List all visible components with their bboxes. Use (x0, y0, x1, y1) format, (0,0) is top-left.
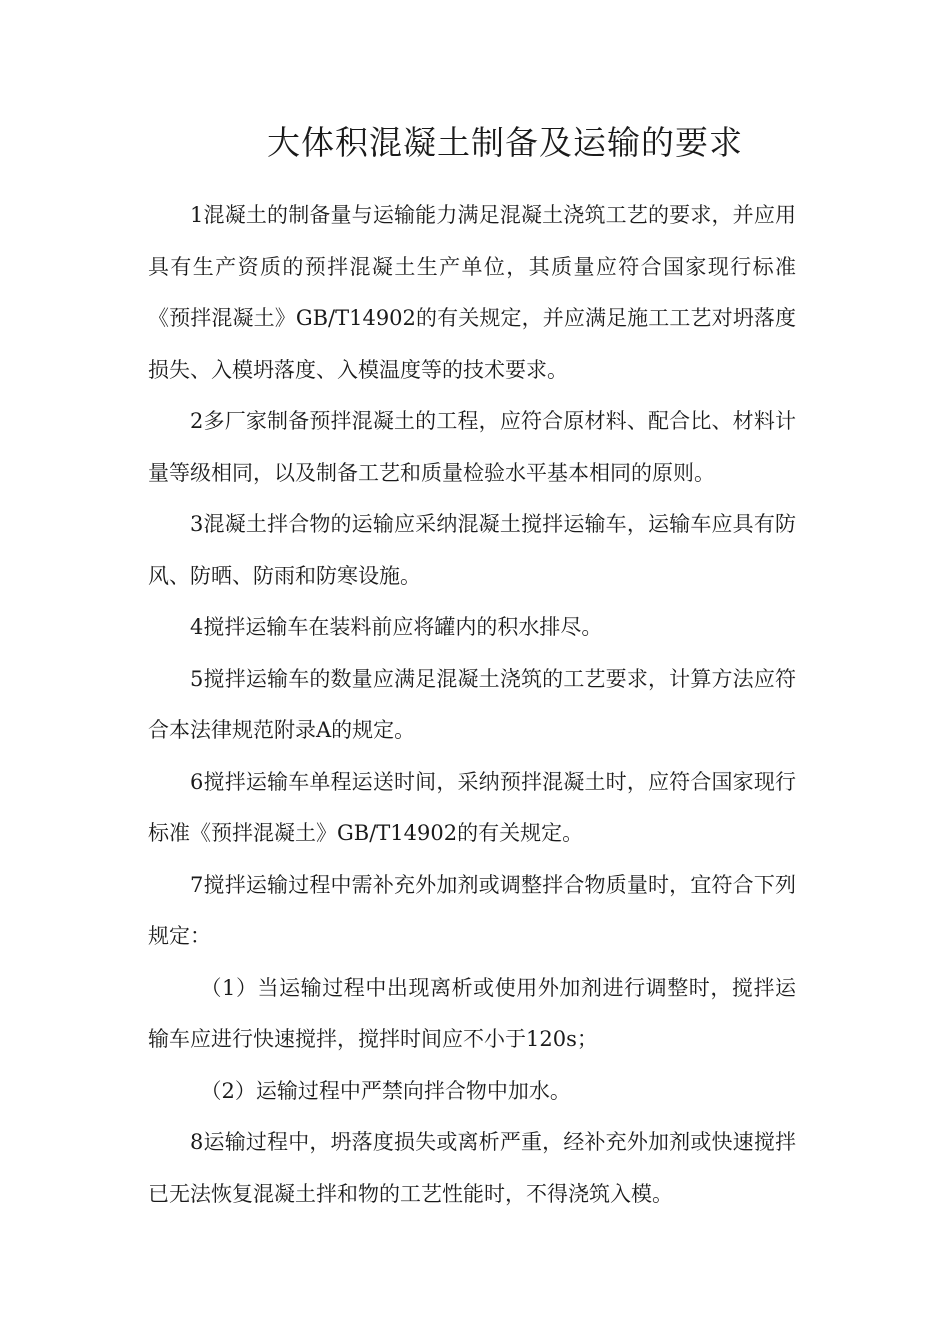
paragraph-5: 5搅拌运输车的数量应满足混凝土浇筑的工艺要求，计算方法应符合本法律规范附录A的规定。 (148, 666, 796, 742)
paragraph-7-item-2: （2）运输过程中严禁向拌合物中加水。 (200, 1078, 571, 1103)
paragraph-8: 8运输过程中，坍落度损失或离析严重，经补充外加剂或快速搅拌已无法恢复混凝土拌和物的工艺性能时，不得浇筑入模。 (148, 1130, 796, 1206)
paragraph-2: 2多厂家制备预拌混凝土的工程，应符合原材料、配合比、材料计量等级相同，以及制备工艺和质量检验水平基本相同的原则。 (148, 409, 796, 485)
paragraph-7: 7搅拌运输过程中需补充外加剂或调整拌合物质量时，宜符合下列规定： (148, 872, 796, 948)
paragraph-4: 4搅拌运输车在装料前应将罐内的积水排尽。 (190, 615, 603, 639)
document-body (148, 190, 796, 1220)
paragraph-7-item-1: （1）当运输过程中出现离析或使用外加剂进行调整时，搅拌运输车应进行快速搅拌，搅拌时间应不小于120s； (148, 975, 796, 1051)
paragraph-1: 1混凝土的制备量与运输能力满足混凝土浇筑工艺的要求，并应用具有生产资质的预拌混凝土生产单位，其质量应符合国家现行标准《预拌混凝土》GB/T14902的有关规定，并应满足施工工艺对坍落度损失、入模坍落度、入模温度等的技术要求。 (148, 203, 796, 382)
paragraph-3: 3混凝土拌合物的运输应采纳混凝土搅拌运输车，运输车应具有防风、防晒、防雨和防寒设施。 (148, 512, 796, 588)
document-title: 大体积混凝土制备及运输的要求 (267, 123, 743, 162)
paragraph-6: 6搅拌运输车单程运送时间，采纳预拌混凝土时，应符合国家现行标准《预拌混凝土》GB/T14902的有关规定。 (148, 769, 796, 845)
